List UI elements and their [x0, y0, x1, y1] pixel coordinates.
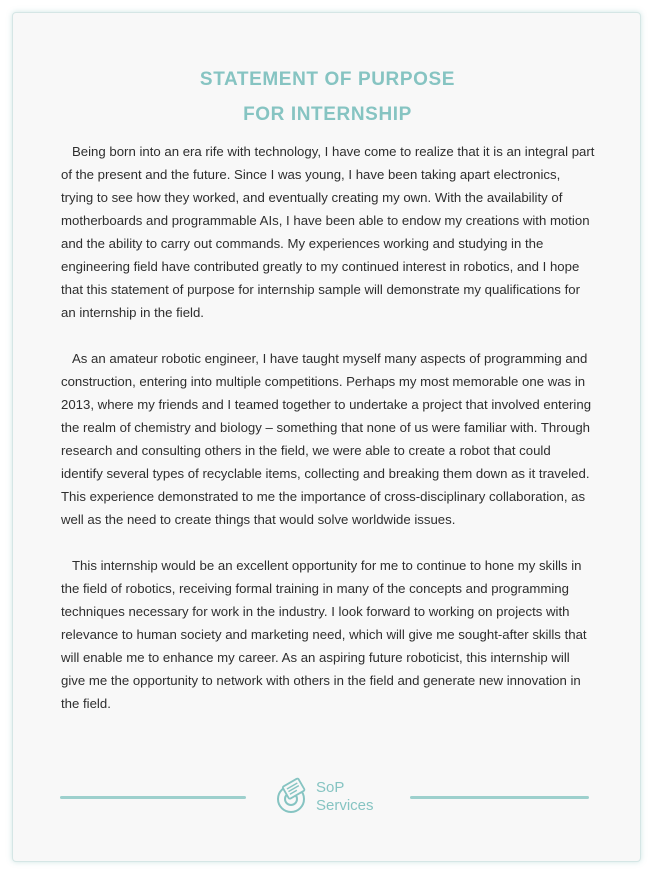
document-footer — [13, 765, 642, 825]
document-title — [13, 62, 642, 132]
title-line-2: FOR INTERNSHIP — [243, 104, 412, 125]
logo-line-1: SoP — [316, 779, 345, 796]
footer-divider-right — [410, 796, 589, 799]
paragraph-1: Being born into an era rife with technology, I have come to realize that it is an integral part of the present and the future. Since I was young, I have been taking apart electronics, trying to see how they worked, and eventually creating my own. With the availability of motherboards and programmable AIs, I have been able to endow my creations with motion and the ability to carry out commands. My experiences working and studying in the engineering field have contributed greatly to my continued interest in robotics, and I hope that this statement of purpose for internship sample will demonstrate my qualifications for an internship in the field. — [61, 144, 595, 320]
footer-divider-left — [60, 796, 246, 799]
logo-text — [316, 779, 374, 815]
logo-line-2: Services — [316, 797, 374, 814]
paragraph-2: As an amateur robotic engineer, I have taught myself many aspects of programming and construction, entering into multiple competitions. Perhaps my most memorable one was in 2013, where my friends and I teamed together to undertake a project that involved entering the realm of chemistry and biology – something that none of us were familiar with. Through research and consulting others in the field, we were able to create a robot that could identify several types of recyclable items, collecting and breaking them down as it traveled. This experience demonstrated to me the importance of cross-disciplinary collaboration, as well as the need to create things that would solve worldwide issues. — [61, 351, 592, 527]
document-page — [12, 12, 641, 862]
title-line-1: STATEMENT OF PURPOSE — [199, 69, 456, 90]
paragraph-3: This internship would be an excellent opportunity for me to continue to hone my skills in the field of robotics, receiving formal training in many of the concepts and programming techniques necessary for work in the industry. I look forward to working on projects with relevance to human society and marketing need, which will give me sought-after skills that will enable me to enhance my career. As an aspiring future roboticist, this internship will give me the opportunity to network with others in the field and generate new innovation in the field. — [61, 558, 587, 711]
sop-services-logo — [275, 775, 385, 819]
document-body — [61, 140, 595, 738]
sop-services-logo-icon — [275, 775, 311, 815]
